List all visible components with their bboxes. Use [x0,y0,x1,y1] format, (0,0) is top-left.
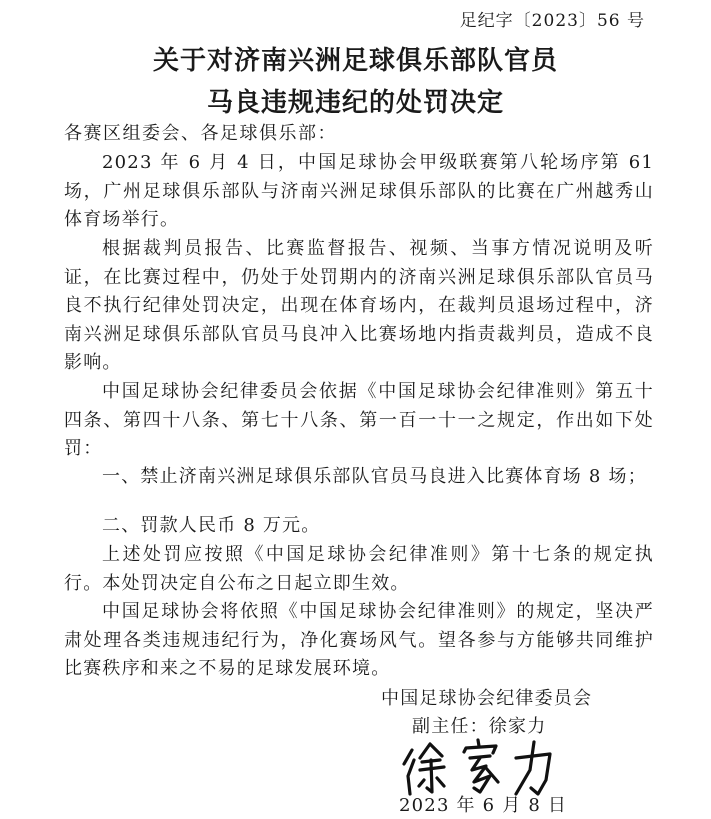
penalty-item-1: 一、禁止济南兴洲足球俱乐部队官员马良进入比赛体育场 8 场； [102,466,647,487]
paragraph-execution: 上述处罚应按照《中国足球协会纪律准则》第十七条的规定执行。本处罚决定自公布之日起立即生效。 [64,544,654,594]
paragraph-2: 根据裁判员报告、比赛监督报告、视频、当事方情况说明及听证，在比赛过程中，仍处于处罚期内的济南兴洲足球俱乐部队官员马良不执行纪律处罚决定，出现在体育场内，在裁判员退场过程中，济南兴洲足球俱乐部队官员马良冲入比赛场地内指责裁判员，造成不良影响。 [64,238,654,374]
paragraph-1: 2023 年 6 月 4 日，中国足球协会甲级联赛第八轮场序第 61 场，广州足球俱乐部队与济南兴洲足球俱乐部队的比赛在广州越秀山体育场举行。 [64,152,654,231]
signatory-role: 副主任：徐家力 [412,716,547,737]
salutation: 各赛区组委会、各足球俱乐部： [64,123,337,144]
paragraph-3: 中国足球协会纪律委员会依据《中国足球协会纪律准则》第五十四条、第四十八条、第七十八条、第一百一十一之规定，作出如下处罚： [64,381,654,460]
document-number: 足纪字〔2023〕56 号 [459,11,645,31]
document-date: 2023 年 6 月 8 日 [399,795,568,816]
document-title-line-2: 马良违规违纪的处罚决定 [206,88,504,118]
document-title-line-1: 关于对济南兴洲足球俱乐部队官员 [152,46,558,76]
penalty-item-2: 二、罚款人民币 8 万元。 [102,515,321,536]
signatory-organization: 中国足球协会纪律委员会 [381,688,593,709]
paragraph-closing: 中国足球协会将依照《中国足球协会纪律准则》的规定，坚决严肃处理各类违规违纪行为，净化赛场风气。望各参与方能够共同维护比赛秩序和来之不易的足球发展环境。 [64,601,654,680]
